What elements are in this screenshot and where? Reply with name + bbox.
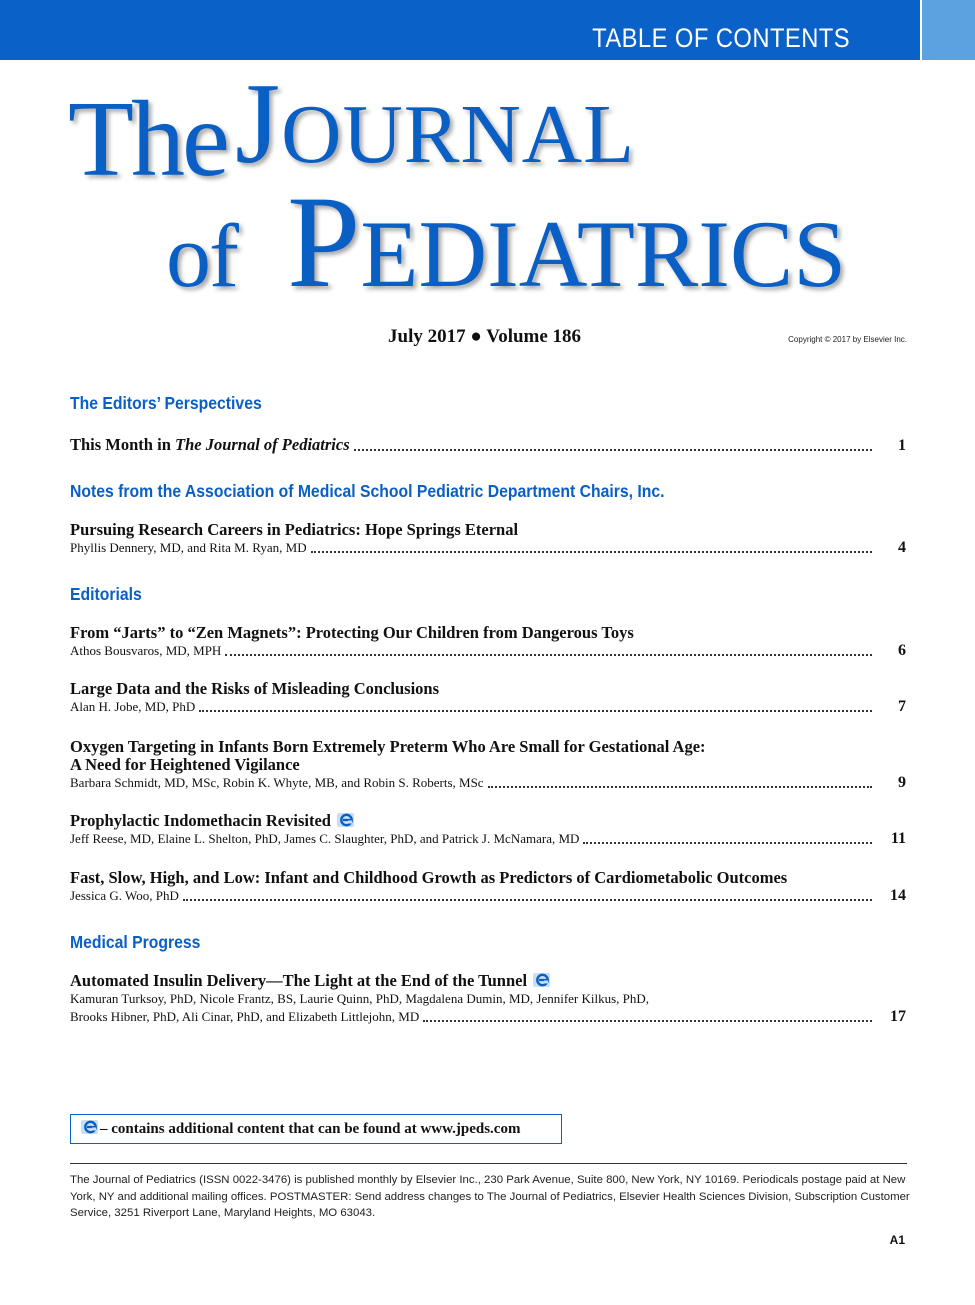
- issue-line: July 2017 ● Volume 186: [388, 326, 582, 347]
- toc-entry[interactable]: [70, 869, 906, 905]
- leader-dots: [354, 437, 872, 451]
- top-banner: [0, 0, 920, 60]
- masthead-journal: JOURNAL: [235, 60, 636, 188]
- toc-entry[interactable]: [70, 738, 906, 792]
- page-number: 6: [898, 642, 906, 659]
- entry-authors: Barbara Schmidt, MD, MSc, Robin K. Whyte, MB, and Robin S. Roberts, MSc: [70, 775, 484, 790]
- e-content-icon[interactable]: [337, 813, 354, 827]
- section-heading: The Editors’ Perspectives: [70, 393, 262, 413]
- page-number: 4: [898, 539, 906, 556]
- leader-dots: [199, 698, 872, 712]
- section-heading: Medical Progress: [70, 932, 201, 952]
- entry-authors: Alan H. Jobe, MD, PhD: [70, 699, 196, 714]
- entry-title-continued[interactable]: A Need for Heightened Vigilance: [70, 755, 300, 774]
- masthead-the: The: [68, 80, 227, 199]
- banner-tab: [922, 0, 975, 60]
- entry-title[interactable]: Automated Insulin Delivery—The Light at the End of the Tunnel: [70, 972, 906, 990]
- toc-entry[interactable]: [70, 680, 906, 716]
- entry-title[interactable]: Large Data and the Risks of Misleading Conclusions: [70, 679, 440, 698]
- entry-title[interactable]: From “Jarts” to “Zen Magnets”: Protecting Our Children from Dangerous Toys: [70, 623, 634, 642]
- entry-title[interactable]: Fast, Slow, High, and Low: Infant and Childhood Growth as Predictors of Cardiometabolic Outcomes: [70, 868, 788, 887]
- section-heading: Editorials: [70, 584, 142, 604]
- page-number: 1: [898, 437, 906, 454]
- leader-dots: [311, 539, 872, 553]
- leader-dots: [583, 830, 872, 844]
- legend-text: – contains additional content that can be found at www.jpeds.com: [100, 1121, 521, 1137]
- masthead-of: of: [166, 207, 237, 306]
- section-label: TABLE OF CONTENTS: [592, 23, 850, 53]
- entry-title[interactable]: This Month in The Journal of Pediatrics: [70, 435, 350, 454]
- leader-dots: [423, 1008, 872, 1022]
- page-number: 14: [890, 887, 906, 904]
- toc-entry[interactable]: [70, 972, 906, 1026]
- masthead-pediatrics: PEDIATRICS: [287, 168, 847, 315]
- entry-title[interactable]: Oxygen Targeting in Infants Born Extremely Preterm Who Are Small for Gestational Age:: [70, 737, 706, 756]
- page-number: 9: [898, 774, 906, 791]
- leader-dots: [488, 774, 872, 788]
- e-content-icon[interactable]: [533, 973, 550, 987]
- toc-entry[interactable]: [70, 812, 906, 848]
- toc-entry[interactable]: [70, 521, 906, 557]
- page-folio: A1: [889, 1233, 905, 1247]
- page-number: 7: [898, 698, 906, 715]
- leader-dots: [183, 887, 872, 901]
- entry-authors-continued: Brooks Hibner, PhD, Ali Cinar, PhD, and Elizabeth Littlejohn, MD: [70, 1009, 420, 1024]
- entry-authors: Athos Bousvaros, MD, MPH: [70, 643, 222, 658]
- toc-entry[interactable]: [70, 436, 906, 455]
- entry-authors: Jeff Reese, MD, Elaine L. Shelton, PhD, James C. Slaughter, PhD, and Patrick J. McNamara, MD: [70, 831, 580, 846]
- entry-authors: Jessica G. Woo, PhD: [70, 888, 179, 903]
- copyright: Copyright © 2017 by Elsevier Inc.: [788, 335, 907, 344]
- toc-entry[interactable]: [70, 624, 906, 660]
- leader-dots: [225, 642, 872, 656]
- page-number: 11: [890, 830, 906, 847]
- page-number: 17: [890, 1008, 906, 1025]
- journal-masthead: [0, 60, 975, 315]
- entry-authors: Phyllis Dennery, MD, and Rita M. Ryan, MD: [70, 540, 307, 555]
- entry-title[interactable]: Prophylactic Indomethacin Revisited: [70, 812, 906, 830]
- entry-authors: Kamuran Turksoy, PhD, Nicole Frantz, BS, Laurie Quinn, PhD, Magdalena Dumin, MD, Jennifer Kilkus, PhD,: [70, 991, 650, 1006]
- section-heading: Notes from the Association of Medical School Pediatric Department Chairs, Inc.: [70, 481, 665, 501]
- publication-notice: The Journal of Pediatrics (ISSN 0022-3476) is published monthly by Elsevier Inc., 230 Park Avenue, Suite 800, New York, NY 10169. Periodicals postage paid at New York, NY and additional mailing offices. POSTMASTER: Send address changes to The Journal of Pediatrics, Elsevier Health Sciences Division, Subscription Customer Service, 3251 Riverport Lane, Maryland Heights, MO 63043.: [70, 1174, 910, 1219]
- e-content-icon: [81, 1120, 98, 1134]
- entry-title[interactable]: Pursuing Research Careers in Pediatrics: Hope Springs Eternal: [70, 520, 519, 539]
- legend-box: [70, 1114, 562, 1144]
- footer-divider: [70, 1163, 907, 1164]
